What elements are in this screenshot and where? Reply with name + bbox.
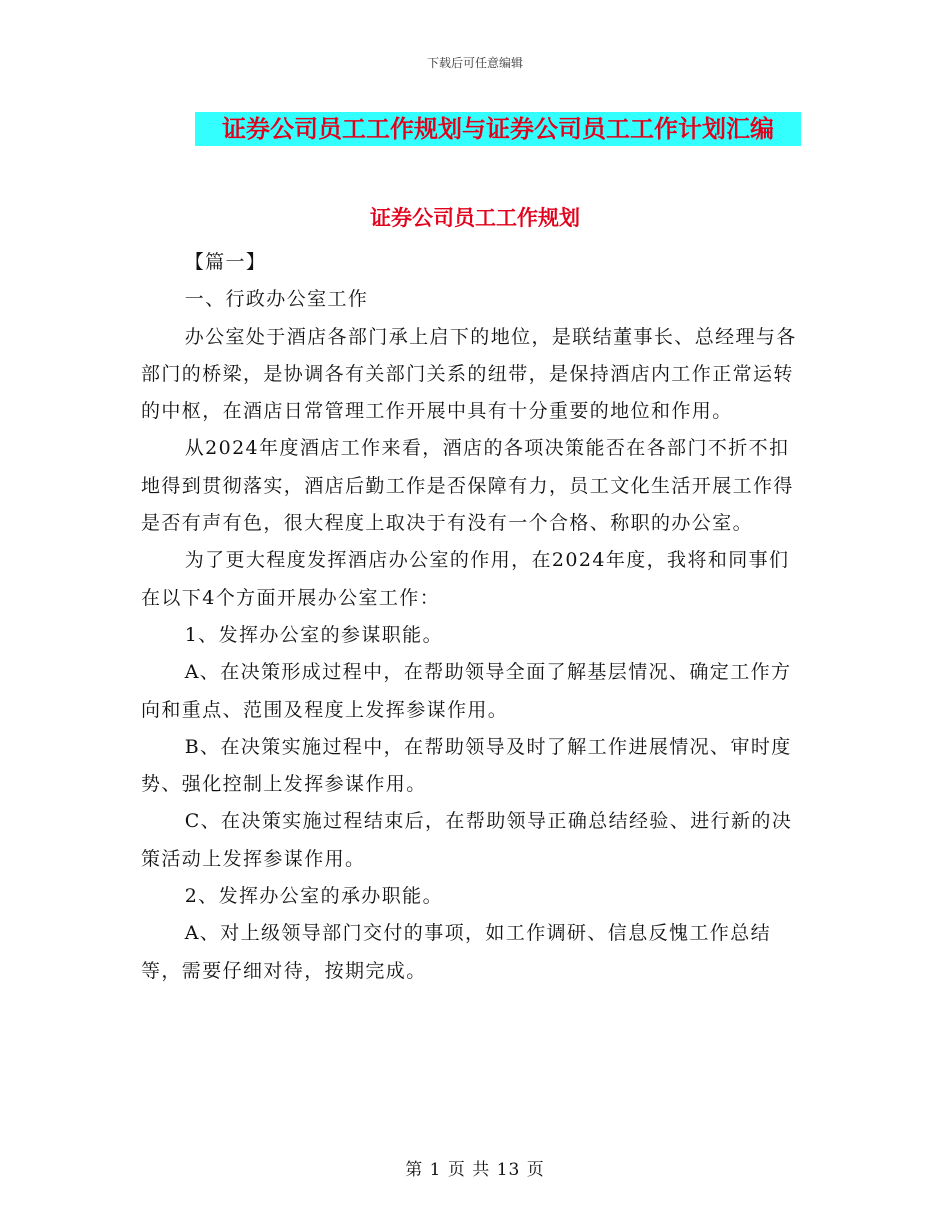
paragraph: A、在决策形成过程中，在帮助领导全面了解基层情况、确定工作方向和重点、范围及程度上发挥参谋作用。: [141, 661, 792, 721]
paragraph: A、对上级领导部门交付的事项，如工作调研、信息反愧工作总结等，需要仔细对待，按期完成。: [141, 922, 772, 982]
paragraph: 2、发挥办公室的承办职能。: [184, 885, 443, 908]
paragraph: 为了更大程度发挥酒店办公室的作用，在2024年度，我将和同事们在以下4个方面开展办公室工作：: [141, 549, 790, 609]
paragraph: 办公室处于酒店各部门承上启下的地位，是联结董事长、总经理与各部门的桥梁，是协调各有关部门关系的纽带，是保持酒店内工作正常运转的中枢，在酒店日常管理工作开展中具有十分重要的地位和作用。: [141, 325, 797, 423]
document-body: [141, 244, 809, 990]
page-number: 第 1 页 共 13 页: [405, 1160, 545, 1180]
paragraph: 1、发挥办公室的参谋职能。: [184, 623, 443, 646]
paragraph: 从2024年度酒店工作来看，酒店的各项决策能否在各部门不折不扣地得到贯彻落实，酒店后勤工作是否保障有力，员工文化生活开展工作得是否有声有色，很大程度上取决于有没有一个合格、称职的办公室。: [141, 437, 794, 535]
header-note: 下载后可任意编辑: [426, 56, 523, 70]
paragraph-heading: 一、行政办公室工作: [184, 288, 369, 311]
paragraph-part-label: 【篇一】: [184, 251, 267, 273]
paragraph: B、在决策实施过程中，在帮助领导及时了解工作进展情况、审时度势、强化控制上发挥参谋作用。: [141, 735, 792, 796]
section-title: 证券公司员工工作规划: [370, 205, 580, 230]
document-title: 证券公司员工工作规划与证券公司员工工作计划汇编: [195, 112, 801, 146]
paragraph: C、在决策实施过程结束后，在帮助领导正确总结经验、进行新的决策活动上发挥参谋作用。: [141, 810, 793, 870]
